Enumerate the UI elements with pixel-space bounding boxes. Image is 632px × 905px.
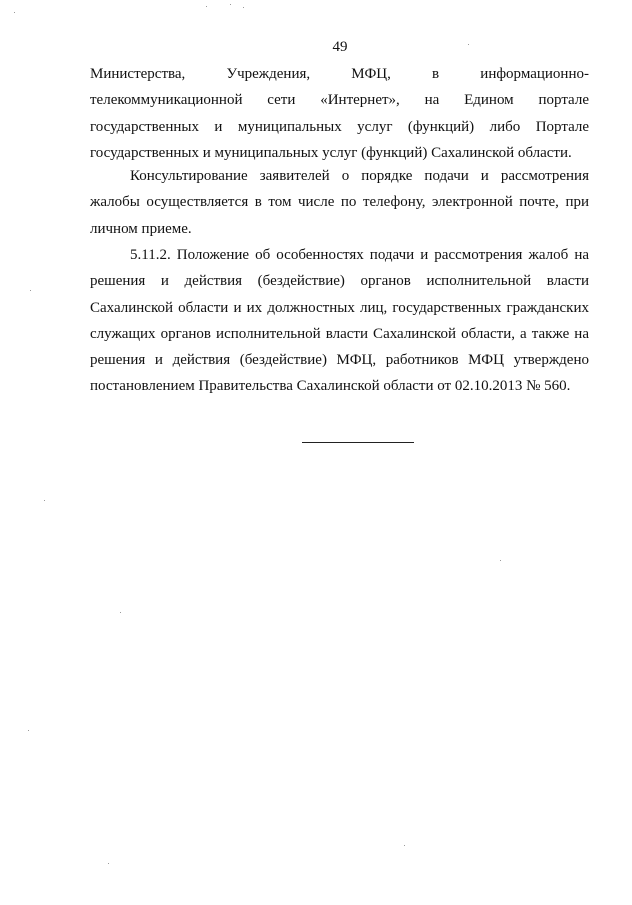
scan-speck: [120, 612, 121, 613]
scan-speck: [230, 4, 231, 5]
scan-speck: [468, 44, 469, 45]
paragraph-continuation: [90, 61, 589, 166]
paragraph-5-11-2: [90, 242, 589, 400]
scan-speck: [500, 560, 501, 561]
scan-speck: [243, 7, 244, 8]
scan-speck: [14, 12, 15, 13]
paragraph-text: 5.11.2. Положение об особенностях подачи и рассмотрения жалоб на решения и действия (бездействие) органов исполнительной власти Сахалинской области и их должностных лиц, государственных гражданских служащих органов исполнительной власти Сахалинской области, а также на решения и действия (бездействие) МФЦ, работников МФЦ утверждено постановлением Правительства Сахалинской области от 02.10.2013 № 560.: [90, 247, 589, 395]
scan-speck: [108, 863, 109, 864]
page-number: 49: [332, 39, 348, 55]
scan-speck: [28, 730, 29, 731]
paragraph-consultation: [90, 163, 589, 242]
paragraph-first-line: Министерства, Учреждения, МФЦ, в информационно-: [90, 66, 589, 82]
paragraph-text: телекоммуникационной сети «Интернет», на Едином портале государственных и муниципальных услуг (функций) либо Портале государственных и муниципальных услуг (функций) Сахалинской области.: [90, 92, 589, 161]
scan-speck: [30, 290, 31, 291]
paragraph-text: Консультирование заявителей о порядке подачи и рассмотрения жалобы осуществляется в том числе по телефону, электронной почте, при личном приеме.: [90, 168, 589, 237]
scan-speck: [404, 845, 405, 846]
scan-speck: [44, 500, 45, 501]
scan-speck: [206, 6, 207, 7]
end-of-document-rule: [302, 442, 414, 443]
